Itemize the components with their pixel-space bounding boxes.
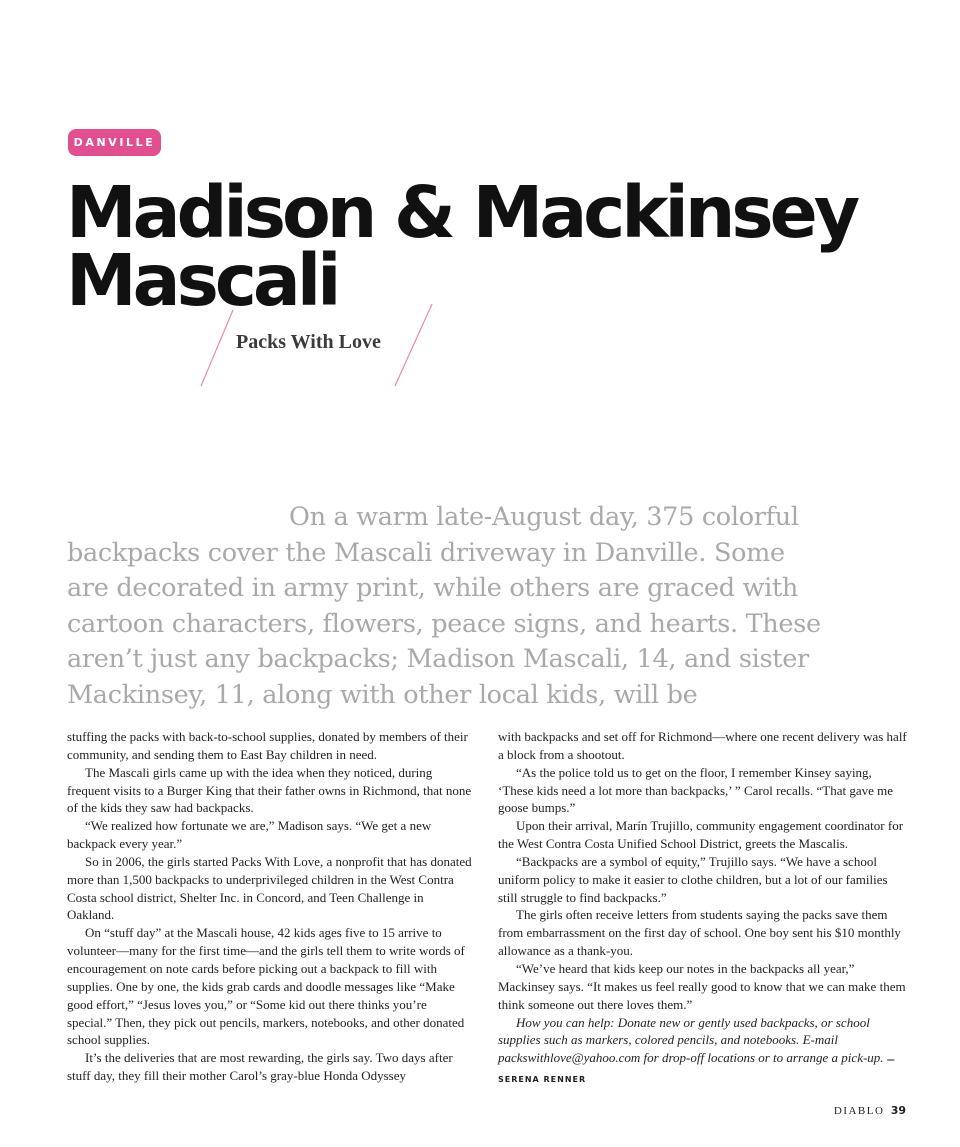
body-paragraph: with backpacks and set off for Richmond—where one recent delivery was half a block from a shootout.: [498, 729, 907, 762]
callout-text: How you can help: Donate new or gently used backpacks, or school supplies such as markers, colored pencils, and notebooks. E-mail packswithlove@yahoo.com for drop-off locations or to arrange a pick-up.: [498, 1014, 884, 1066]
body-paragraph: Upon their arrival, Marín Trujillo, community engagement coordinator for the West Contra Costa Unified School District, greets the Mascalis.: [498, 818, 904, 852]
intro-line: cartoon characters, flowers, peace signs, and hearts. These: [67, 608, 821, 639]
magazine-name: DIABLO: [833, 1105, 885, 1117]
body-paragraph: “Backpacks are a symbol of equity,” Trujillo says. “We have a school uniform policy to make it easier to clothe children, but a lot of our families still struggle to find backpacks.”: [498, 853, 888, 905]
body-paragraph: “As the police told us to get on the floor, I remember Kinsey saying, ‘These kids need a lot more than backpacks,’ ” Carol recalls. “That gave me goose bumps.”: [498, 764, 894, 816]
decorative-slash-lines: [0, 0, 960, 400]
body-column-left: [67, 728, 473, 1085]
page-folio: [834, 1104, 906, 1117]
body-paragraph: stuffing the packs with back-to-school supplies, donated by members of their community, and sending them to East Bay children in need.: [67, 729, 468, 762]
intro-line: backpacks cover the Mascali driveway in Danville. Some: [67, 537, 785, 568]
section-tag: DANVILLE: [68, 129, 161, 156]
intro-line: On a warm late-August day, 375 colorful: [289, 502, 799, 532]
subtitle: Packs With Love: [236, 331, 381, 353]
body-column-right: [498, 728, 910, 1089]
body-paragraph: “We realized how fortunate we are,” Madison says. “We get a new backpack every year.”: [67, 818, 432, 852]
left-slash-line: [201, 310, 233, 386]
intro-line: aren’t just any backpacks; Madison Mascali, 14, and sister: [67, 644, 809, 674]
page-number: 39: [890, 1104, 906, 1117]
intro-paragraph: [67, 500, 897, 713]
headline-line-2: Mascali: [66, 239, 338, 322]
body-paragraph: It’s the deliveries that are most rewarding, the girls say. Two days after stuff day, they fill their mother Carol’s gray-blue Honda Odyssey: [67, 1050, 453, 1084]
body-paragraph: The girls often receive letters from students saying the packs save them from embarrassment on the first day of school. One boy sent his $10 monthly allowance as a thank-you.: [498, 907, 901, 959]
headline-line-1: Madison & Mackinsey: [66, 171, 857, 254]
intro-line: are decorated in army print, while others are graced with: [67, 573, 799, 603]
how-to-help-callout: [498, 1014, 910, 1089]
body-paragraph: So in 2006, the girls started Packs With Love, a nonprofit that has donated more than 1,500 backpacks to underprivileged children in the West Contra Costa school district, Shelter Inc. in Concord, and Teen Challenge in Oakland.: [67, 853, 472, 923]
author-byline: —SERENA RENNER: [498, 1055, 896, 1085]
body-paragraph: The Mascali girls came up with the idea when they noticed, during frequent visits to a Burger King that their father owns in Richmond, that none of the kids they saw had backpacks.: [67, 764, 472, 816]
right-slash-line: [395, 304, 432, 386]
body-paragraph: On “stuff day” at the Mascali house, 42 kids ages five to 15 arrive to volunteer—many for the first time—and the girls tell them to write words of encouragement on note cards before picking out a backpack to fill with supplies. One by one, the kids grab cards and doodle messages like “Make good effort,” “Jesus loves you,” or “Some kid out there thinks you’re special.” Then, they pick out pencils, markers, notebooks, and other donated school supplies.: [67, 925, 465, 1048]
intro-line: Mackinsey, 11, along with other local kids, will be: [67, 679, 698, 710]
body-paragraph: “We’ve heard that kids keep our notes in the backpacks all year,” Mackinsey says. “It makes us feel really good to know that we can make them think someone out there loves them.”: [498, 960, 906, 1012]
